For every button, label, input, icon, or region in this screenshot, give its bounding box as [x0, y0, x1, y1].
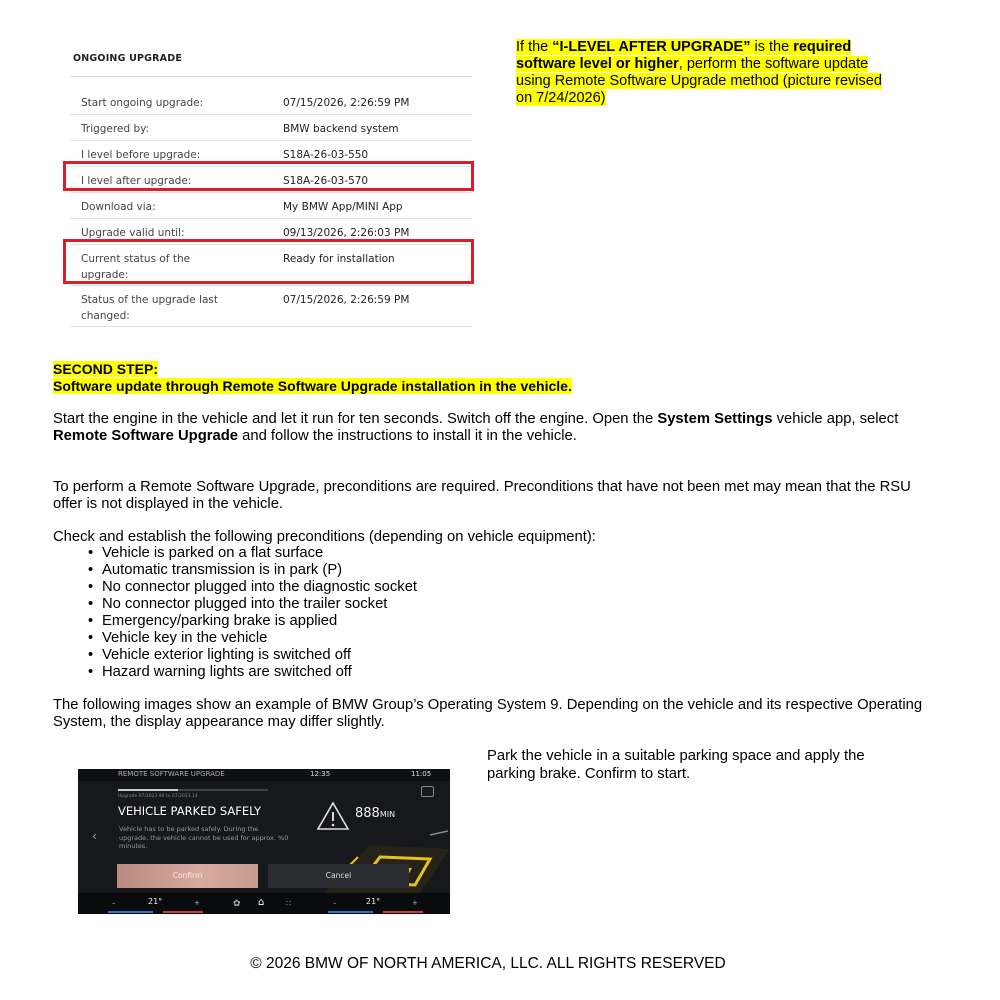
temp-minus-icon[interactable]: – — [333, 899, 337, 907]
table-row — [70, 115, 472, 141]
fan-icon[interactable]: ✿ — [233, 899, 241, 909]
row-label: Start ongoing upgrade: — [81, 97, 204, 109]
instruction-paragraph — [53, 411, 933, 445]
temp-minus-icon[interactable]: – — [112, 899, 116, 907]
second-step-heading — [53, 361, 572, 395]
list-item: • Emergency/parking brake is applied — [88, 613, 417, 630]
row-label: Status of the upgrade last changed: — [81, 294, 218, 322]
upgrade-info-table — [70, 89, 472, 327]
row-value: My BMW App/MINI App — [283, 201, 403, 213]
row-value: Ready for installation — [283, 253, 395, 265]
row-value: 09/13/2026, 2:26:03 PM — [283, 227, 410, 239]
row-value: S18A-26-03-550 — [283, 149, 369, 161]
display-description: Vehicle has to be parked safely. During the upgrade, the vehicle cannot be used for approx. %0 minutes. — [119, 825, 289, 850]
note-text: is the — [750, 39, 794, 55]
row-value: BMW backend system — [283, 123, 399, 135]
step-title: SECOND STEP: — [53, 361, 159, 377]
display-progress-bar — [118, 789, 268, 791]
cancel-button[interactable]: Cancel — [268, 864, 409, 888]
table-row — [70, 193, 472, 219]
temp-plus-icon[interactable]: + — [194, 899, 200, 907]
step-subtitle: Software update through Remote Software Upgrade installation in the vehicle. — [53, 378, 572, 394]
temperature-right: 21° — [366, 897, 381, 906]
temp-bar-right-red — [383, 911, 423, 913]
os9-paragraph: The following images show an example of BMW Group’s Operating System 9. Depending on the vehicle and its respective Operating System, the display appearance may differ slightly. — [53, 697, 923, 730]
confirm-button[interactable]: Confirm — [117, 864, 258, 888]
row-label: Download via: — [81, 201, 156, 213]
list-item: • No connector plugged into the trailer socket — [88, 596, 417, 613]
display-bottom-bar — [78, 893, 450, 914]
i-level-note — [516, 39, 896, 107]
park-instruction: Park the vehicle in a suitable parking space and apply the parking brake. Confirm to start. — [487, 748, 865, 782]
preconditions-intro: Check and establish the following preconditions (depending on vehicle equipment): — [53, 529, 596, 545]
row-label: Triggered by: — [81, 123, 150, 135]
row-label: I level after upgrade: — [81, 175, 192, 187]
vehicle-display-image — [78, 769, 450, 914]
home-icon[interactable]: ⌂ — [258, 897, 265, 908]
menu-icon — [421, 786, 434, 797]
apps-grid-icon[interactable]: ∷ — [286, 899, 292, 908]
row-label: Current status of the upgrade: — [81, 253, 191, 281]
row-label: I level before upgrade: — [81, 149, 201, 161]
note-bold: required software level or higher — [516, 39, 852, 72]
paragraph-text: vehicle app, select — [772, 411, 899, 427]
list-item: • Hazard warning lights are switched off — [88, 664, 417, 681]
row-value: 07/15/2026, 2:26:59 PM — [283, 294, 410, 306]
temp-plus-icon[interactable]: + — [412, 899, 418, 907]
paragraph-text: Start the engine in the vehicle and let it run for ten seconds. Switch off the engine. Open the — [53, 411, 658, 427]
row-label: Upgrade valid until: — [81, 227, 185, 239]
paragraph-text: and follow the instructions to install it in the vehicle. — [238, 428, 577, 444]
highlight-box-current-status — [63, 239, 474, 284]
table-row — [70, 89, 472, 115]
duration-value: 888 — [355, 806, 380, 821]
temp-bar-left-blue — [108, 911, 153, 913]
list-item: • No connector plugged into the diagnostic socket — [88, 579, 417, 596]
temp-bar-left-red — [163, 911, 203, 913]
card-title: ONGOING UPGRADE — [70, 48, 472, 77]
note-bold: “I-LEVEL AFTER UPGRADE” — [552, 39, 751, 55]
copyright-footer: © 2026 BMW OF NORTH AMERICA, LLC. ALL RIGHTS RESERVED — [250, 955, 726, 972]
preconditions-list — [88, 545, 417, 681]
list-item: • Vehicle key in the vehicle — [88, 630, 417, 647]
duration-unit: MIN — [379, 810, 396, 819]
display-clock: 11:05 — [411, 770, 432, 778]
duration-readout — [355, 806, 395, 821]
list-item: • Vehicle is parked on a flat surface — [88, 545, 417, 562]
note-text: If the — [516, 39, 553, 55]
row-value: S18A-26-03-570 — [283, 175, 369, 187]
chevron-left-icon: ‹ — [92, 829, 97, 843]
display-title: VEHICLE PARKED SAFELY — [118, 804, 262, 818]
paragraph-bold: Remote Software Upgrade — [53, 428, 238, 444]
list-item: • Vehicle exterior lighting is switched off — [88, 647, 417, 664]
list-item: • Automatic transmission is in park (P) — [88, 562, 417, 579]
display-subtitle: Upgrade 07/2023 90 to 07/2023 14 — [118, 794, 198, 799]
display-header — [78, 769, 450, 781]
display-header-title: REMOTE SOFTWARE UPGRADE — [118, 770, 225, 778]
temp-bar-right-blue — [328, 911, 373, 913]
highlight-box-i-level-after — [63, 161, 474, 191]
display-status-time: 12:35 — [310, 770, 331, 778]
temperature-left: 21° — [148, 897, 163, 906]
row-value: 07/15/2026, 2:26:59 PM — [283, 97, 410, 109]
table-row — [70, 286, 472, 327]
preconditions-paragraph: To perform a Remote Software Upgrade, preconditions are required. Preconditions that have not been met may mean that the RSU offer is not displayed in the vehicle. — [53, 479, 911, 512]
note-text: , perform the software update using Remote Software Upgrade method (picture revised on 7/24/2026) — [516, 56, 882, 106]
paragraph-bold: System Settings — [657, 411, 773, 427]
